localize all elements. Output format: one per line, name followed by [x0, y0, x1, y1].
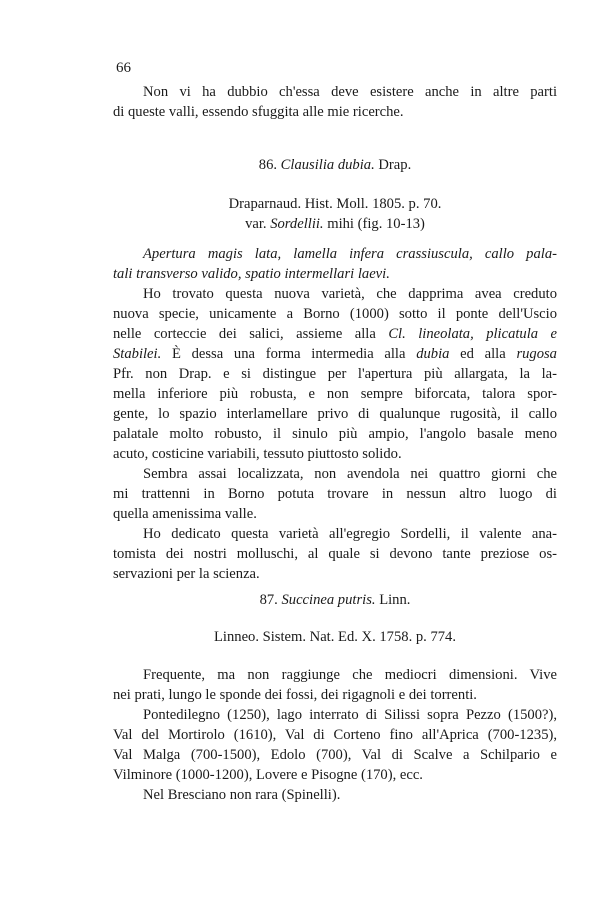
text-line: Frequente, ma non raggiunge che mediocri dimensioni. Vive [143, 667, 557, 683]
diagnosis-line: tali transverso valido, spatio intermellari laevi. [113, 266, 390, 282]
text-line: Ho trovato questa nuova varietà, che dapprima avea creduto [143, 286, 557, 302]
species-number: 87. [259, 592, 278, 608]
section-86-body [113, 244, 557, 584]
variety-label: var. [245, 216, 267, 232]
section-86-heading [113, 155, 557, 175]
variety-line [113, 214, 557, 234]
species-name: Clausilia dubia. [280, 157, 375, 173]
text-line: Stabilei. È dessa una forma intermedia alla dubia ed alla rugosa [113, 346, 557, 362]
text-line: acuto, costicine variabili, tessuto piuttosto solido. [113, 446, 402, 462]
page-number: 66 [116, 60, 131, 76]
text-line: mi trattenni in Borno potuta trovare in nessun altro luogo di [113, 486, 557, 502]
species-author: Drap. [378, 157, 412, 173]
section-86-reference [113, 194, 557, 234]
text-line: nelle corteccie dei salici, assieme alla Cl. lineolata, plicatula e [113, 326, 558, 342]
text-line: tomista dei nostri molluschi, al quale si devono tante preziose os- [113, 546, 557, 562]
text-line: Val Malga (700-1500), Edolo (700), Val di Scalve a Schilpario e [113, 747, 557, 763]
text-line: Val del Mortirolo (1610), Val di Corteno fino all'Aprica (700-1235), [113, 727, 557, 743]
text-line: nei prati, lungo le sponde dei fossi, dei rigagnoli e dei torrenti. [113, 687, 477, 703]
text-line: Nel Bresciano non rara (Spinelli). [143, 787, 341, 803]
text-line: nuova specie, unicamente a Borno (1000) sotto il ponte dell'Uscio [113, 306, 557, 322]
text-line: palatale molto robusto, il sinulo più ampio, l'angolo basale meno [113, 426, 557, 442]
text-line: mella inferiore più robusta, e non sempre biforcata, talora spor- [113, 386, 557, 402]
intro-paragraph [113, 82, 557, 122]
diagnosis-line: Apertura magis lata, lamella infera crassiuscula, callo pala- [143, 246, 557, 262]
reference-line: Draparnaud. Hist. Moll. 1805. p. 70. [228, 196, 442, 212]
text-line: Pfr. non Drap. e si distingue per l'apertura più allargata, la la- [113, 366, 557, 382]
section-87-body [113, 665, 557, 805]
text-line: Non vi ha dubbio ch'essa deve esistere anche in altre parti [143, 84, 557, 100]
species-number: 86. [258, 157, 278, 173]
text-line: Vilminore (1000-1200), Lovere e Pisogne (170), ecc. [113, 767, 423, 783]
species-author: Linn. [379, 592, 411, 608]
text-line: Ho dedicato questa varietà all'egregio Sordelli, il valente ana- [143, 526, 557, 542]
text-line: Sembra assai localizzata, non avendola nei quattro giorni che [143, 466, 557, 482]
text-line: gente, lo spazio interlamellare privo di qualunque rugosità, il callo [113, 406, 557, 422]
section-87-reference: Linneo. Sistem. Nat. Ed. X. 1758. p. 774. [214, 629, 456, 645]
variety-note: mihi (fig. 10-13) [327, 216, 425, 232]
text-line: di queste valli, essendo sfuggita alle mie ricerche. [113, 104, 404, 120]
species-name: Succinea putris. [281, 592, 376, 608]
variety-name: Sordellii. [270, 216, 324, 232]
section-87-heading [113, 590, 557, 610]
text-line: quella amenissima valle. [113, 506, 257, 522]
text-line: Pontedilegno (1250), lago interrato di Silissi sopra Pezzo (1500?), [143, 707, 557, 723]
text-line: servazioni per la scienza. [113, 566, 260, 582]
